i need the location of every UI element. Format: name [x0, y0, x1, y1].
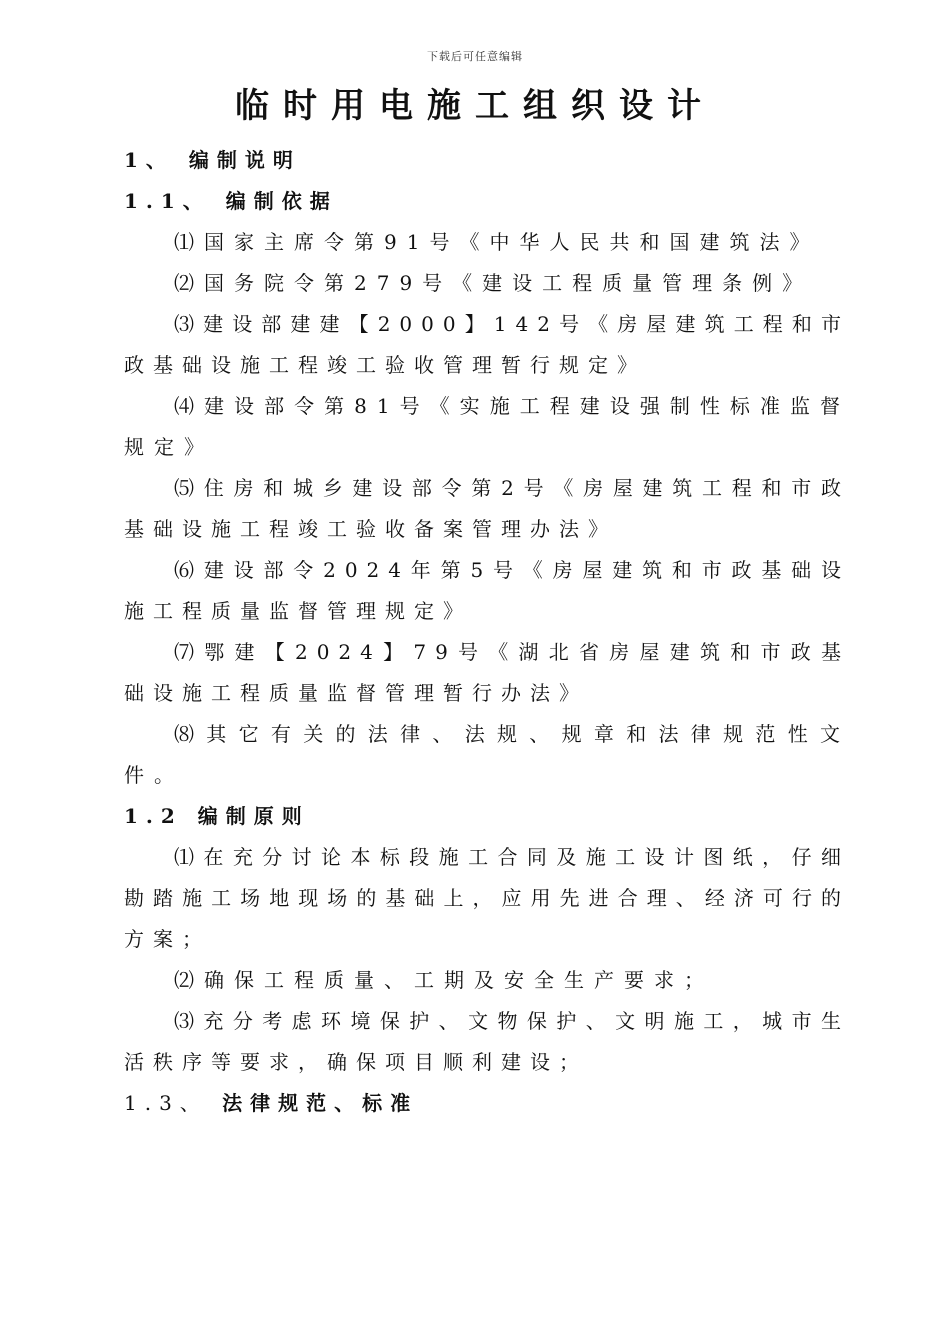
- basis-item-6: ⑹建设部令2024年第5号《房屋建筑和市政基础设施工程质量监督管理规定》: [124, 558, 850, 623]
- section-1-3-heading: [124, 1083, 850, 1124]
- section-1-heading: 1、 编制说明: [124, 148, 301, 172]
- basis-item-8: ⑻其它有关的法律、法规、规章和法律规范性文件。: [124, 722, 850, 787]
- basis-item-5: ⑸住房和城乡建设部令第2号《房屋建筑工程和市政基础设施工程竣工验收备案管理办法》: [124, 476, 850, 541]
- header-note: 下载后可任意编辑: [427, 50, 523, 63]
- basis-item-3: ⑶建设部建建【2000】142号《房屋建筑工程和市政基础设施工程竣工验收管理暂行规定》: [124, 312, 850, 377]
- section-1-1-heading: 1.1、 编制依据: [124, 189, 338, 213]
- basis-item-7: ⑺鄂建【2024】79号《湖北省房屋建筑和市政基础设施工程质量监督管理暂行办法》: [124, 640, 850, 705]
- basis-item-2: ⑵国务院令第279号《建设工程质量管理条例》: [174, 271, 813, 295]
- principle-item-2: ⑵确保工程质量、工期及安全生产要求；: [174, 968, 714, 992]
- basis-item-4: ⑷建设部令第81号《实施工程建设强制性标准监督规定》: [124, 394, 850, 459]
- document-title: 临时用电施工组织设计: [235, 86, 715, 126]
- section-1-3-title: 法律规范、标准: [222, 1091, 419, 1115]
- document-body: [124, 140, 850, 1124]
- section-1-3-number: 1.3、: [124, 1091, 208, 1115]
- principle-item-3: ⑶充分考虑环境保护、文物保护、文明施工，城市生活秩序等要求，确保项目顺利建设；: [124, 1009, 850, 1074]
- section-1-2-heading: 1.2 编制原则: [124, 804, 310, 828]
- principle-item-1: ⑴在充分讨论本标段施工合同及施工设计图纸，仔细勘踏施工场地现场的基础上，应用先进合理、经济可行的方案；: [124, 845, 850, 951]
- basis-item-1: ⑴国家主席令第91号《中华人民共和国建筑法》: [174, 230, 820, 254]
